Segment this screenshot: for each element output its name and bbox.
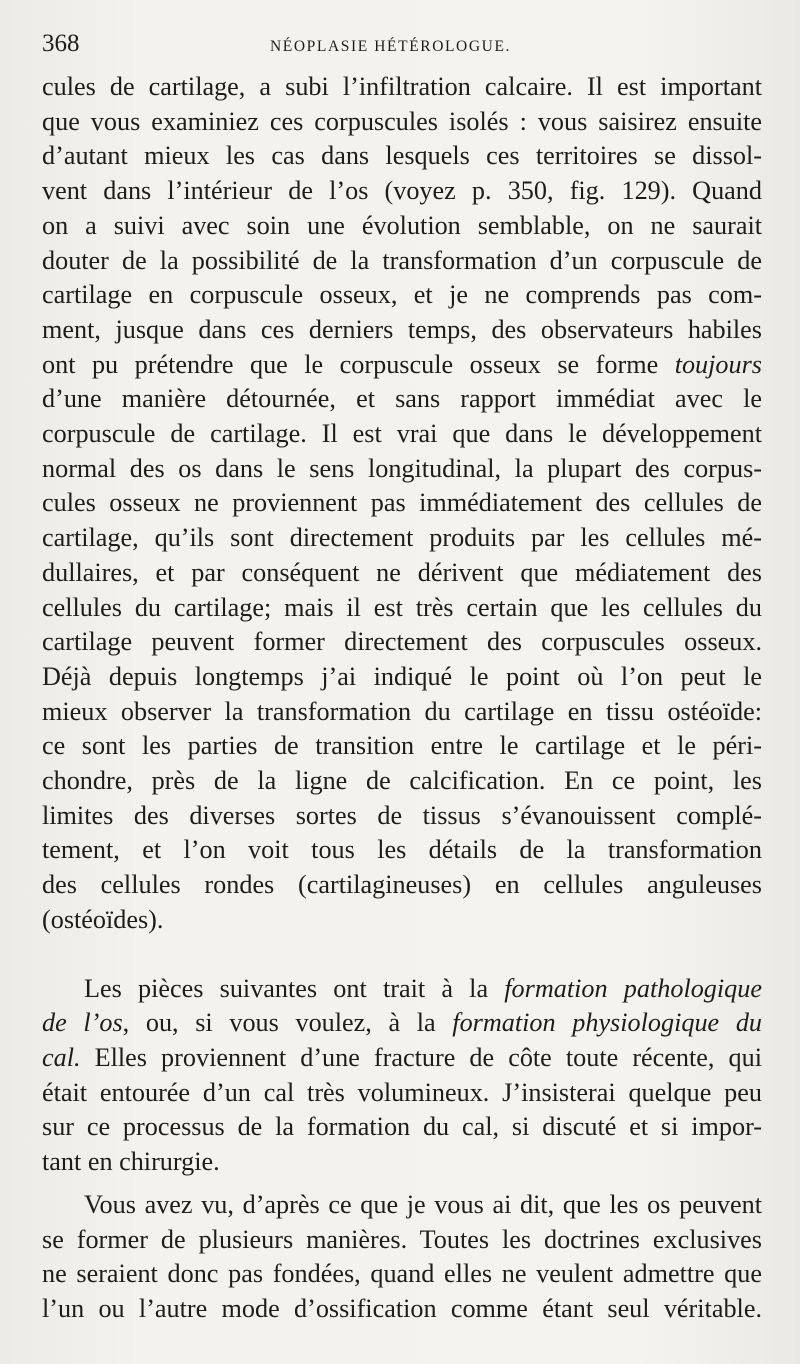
text-line: des cellules rondes (cartilagineuses) en cellules anguleuses (42, 870, 762, 900)
paragraph-gap (42, 1180, 762, 1188)
text-line: se former de plusieurs manières. Toutes les doctrines exclusives (42, 1224, 762, 1254)
text-line: Vous avez vu, d’après ce que je vous ai dit, que les os peuvent (84, 1189, 762, 1219)
text-line: ne seraient donc pas fondées, quand elles ne veulent admettre que (42, 1259, 762, 1289)
body-text (42, 70, 762, 1327)
paragraph-1 (42, 70, 762, 938)
text-line: d’une manière détournée, et sans rapport immédiat avec le (42, 384, 762, 414)
text-line: cules de cartilage, a subi l’infiltration calcaire. Il est important (42, 72, 762, 101)
text-line: dullaires, et par conséquent ne dérivent que médiatement des (42, 557, 762, 587)
text-line-italic-phrase: Les pièces suivantes ont trait à la formation pathologique (84, 973, 762, 1003)
text-line: chondre, près de la ligne de calcification. En ce point, les (42, 766, 762, 796)
text-line: cellules du cartilage; mais il est très certain que les cellules du (42, 592, 762, 622)
text-line: cartilage peuvent former directement des corpuscules osseux. (42, 627, 762, 657)
paragraph-2 (42, 972, 762, 1180)
text-line: ce sont les parties de transition entre le cartilage et le péri- (42, 731, 762, 761)
text-line-italic-word: ont pu prétendre que le corpuscule osseux se forme toujours (42, 349, 762, 379)
text-line: Déjà depuis longtemps j’ai indiqué le point où l’on peut le (42, 661, 762, 691)
text-line: que vous examiniez ces corpuscules isolés : vous saisirez ensuite (42, 106, 762, 136)
running-head (42, 30, 762, 70)
text-line: cal. Elles proviennent d’une fracture de côte toute récente, qui (42, 1042, 762, 1072)
running-title: NÉOPLASIE HÉTÉROLOGUE. (270, 38, 511, 55)
text-line: cartilage, qu’ils sont directement produits par les cellules mé- (42, 523, 762, 553)
text-line: douter de la possibilité de la transformation d’un corpuscule de (42, 245, 762, 275)
text-line: cartilage en corpuscule osseux, et je ne comprends pas com- (42, 280, 762, 310)
text-line: mieux observer la transformation du cartilage en tissu ostéoïde: (42, 696, 762, 726)
paragraph-3 (42, 1188, 762, 1327)
text-line: d’autant mieux les cas dans lesquels ces territoires se dissol- (42, 141, 762, 171)
text-line: ment, jusque dans ces derniers temps, des observateurs habiles (42, 314, 762, 344)
paragraph-gap (42, 938, 762, 972)
text-line: cules osseux ne proviennent pas immédiatement des cellules de (42, 488, 762, 518)
text-line: sur ce processus de la formation du cal, si discuté et si impor- (42, 1112, 762, 1142)
text-line-italic-phrase: de l’os, ou, si vous voulez, à la formation physiologique du (42, 1008, 763, 1038)
text-line: était entourée d’un cal très volumineux. J’insisterai quelque peu (42, 1077, 762, 1107)
text-line: on a suivi avec soin une évolution semblable, on ne saurait (42, 210, 762, 240)
text-line: normal des os dans le sens longitudinal, la plupart des corpus- (42, 453, 762, 483)
text-line: (ostéoïdes). (42, 904, 164, 934)
text-line: corpuscule de cartilage. Il est vrai que dans le développement (42, 419, 762, 449)
text-line: tant en chirurgie. (42, 1147, 220, 1177)
text-line: vent dans l’intérieur de l’os (voyez p. 350, fig. 129). Quand (42, 176, 762, 206)
text-line: tement, et l’on voit tous les détails de la transformation (42, 835, 762, 865)
text-line: limites des diverses sortes de tissus s’évanouissent complé- (42, 800, 762, 830)
page-number: 368 (42, 30, 80, 57)
text-line: l’un ou l’autre mode d’ossification comme étant seul véritable. (42, 1293, 762, 1323)
